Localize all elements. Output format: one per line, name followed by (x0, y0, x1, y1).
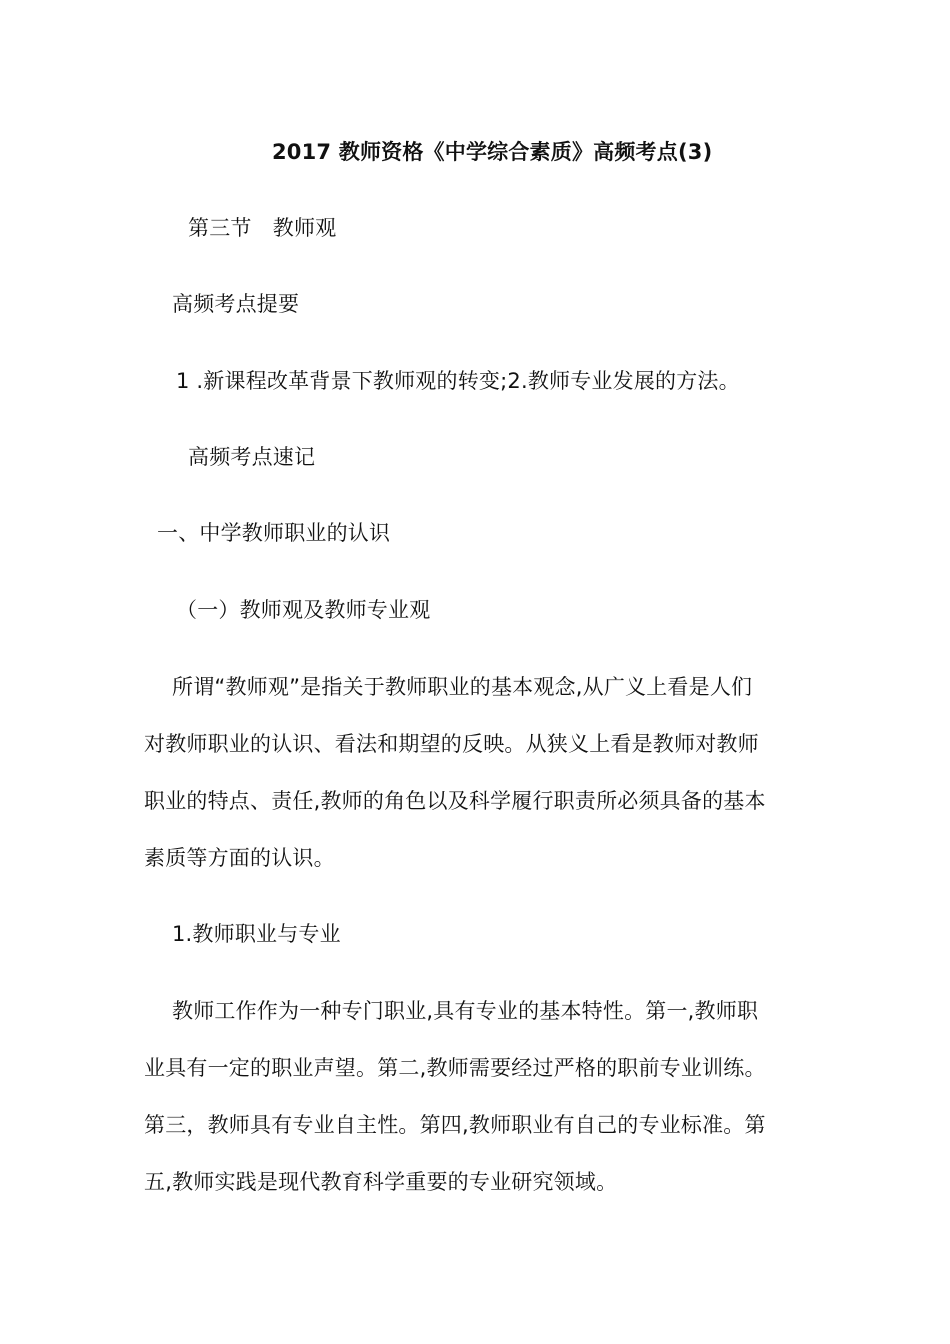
summary-heading: 高频考点提要 (172, 292, 300, 316)
document-title: 2017 教师资格《中学综合素质》高频考点(3) (272, 140, 713, 164)
paragraph-2-line-1: 教师工作作为一种专门职业,具有专业的基本特性。第一,教师职 (172, 999, 759, 1023)
sub-heading: （一）教师观及教师专业观 (176, 598, 431, 622)
paragraph-2-line-2: 业具有一定的职业声望。第二,教师需要经过严格的职前专业训练。 (144, 1056, 766, 1080)
paragraph-1-line-4: 素质等方面的认识。 (144, 846, 335, 870)
paragraph-1-line-2: 对教师职业的认识、看法和期望的反映。从狭义上看是教师对教师 (144, 732, 759, 756)
section-heading: 第三节 教师观 (188, 216, 337, 240)
point-heading: 1.教师职业与专业 (172, 922, 341, 946)
summary-item: 1 .新课程改革背景下教师观的转变;2.教师专业发展的方法。 (176, 369, 740, 393)
quick-heading: 高频考点速记 (188, 445, 316, 469)
paragraph-1-line-3: 职业的特点、责任,教师的角色以及科学履行职责所必须具备的基本 (144, 789, 766, 813)
part-heading: 一、中学教师职业的认识 (157, 521, 391, 545)
paragraph-2-line-4: 五,教师实践是现代教育科学重要的专业研究领域。 (144, 1170, 618, 1194)
paragraph-1-line-1: 所谓“教师观”是指关于教师职业的基本观念,从广义上看是人们 (172, 675, 753, 699)
paragraph-2-line-3: 第三，教师具有专业自主性。第四,教师职业有自己的专业标准。第 (144, 1113, 766, 1137)
